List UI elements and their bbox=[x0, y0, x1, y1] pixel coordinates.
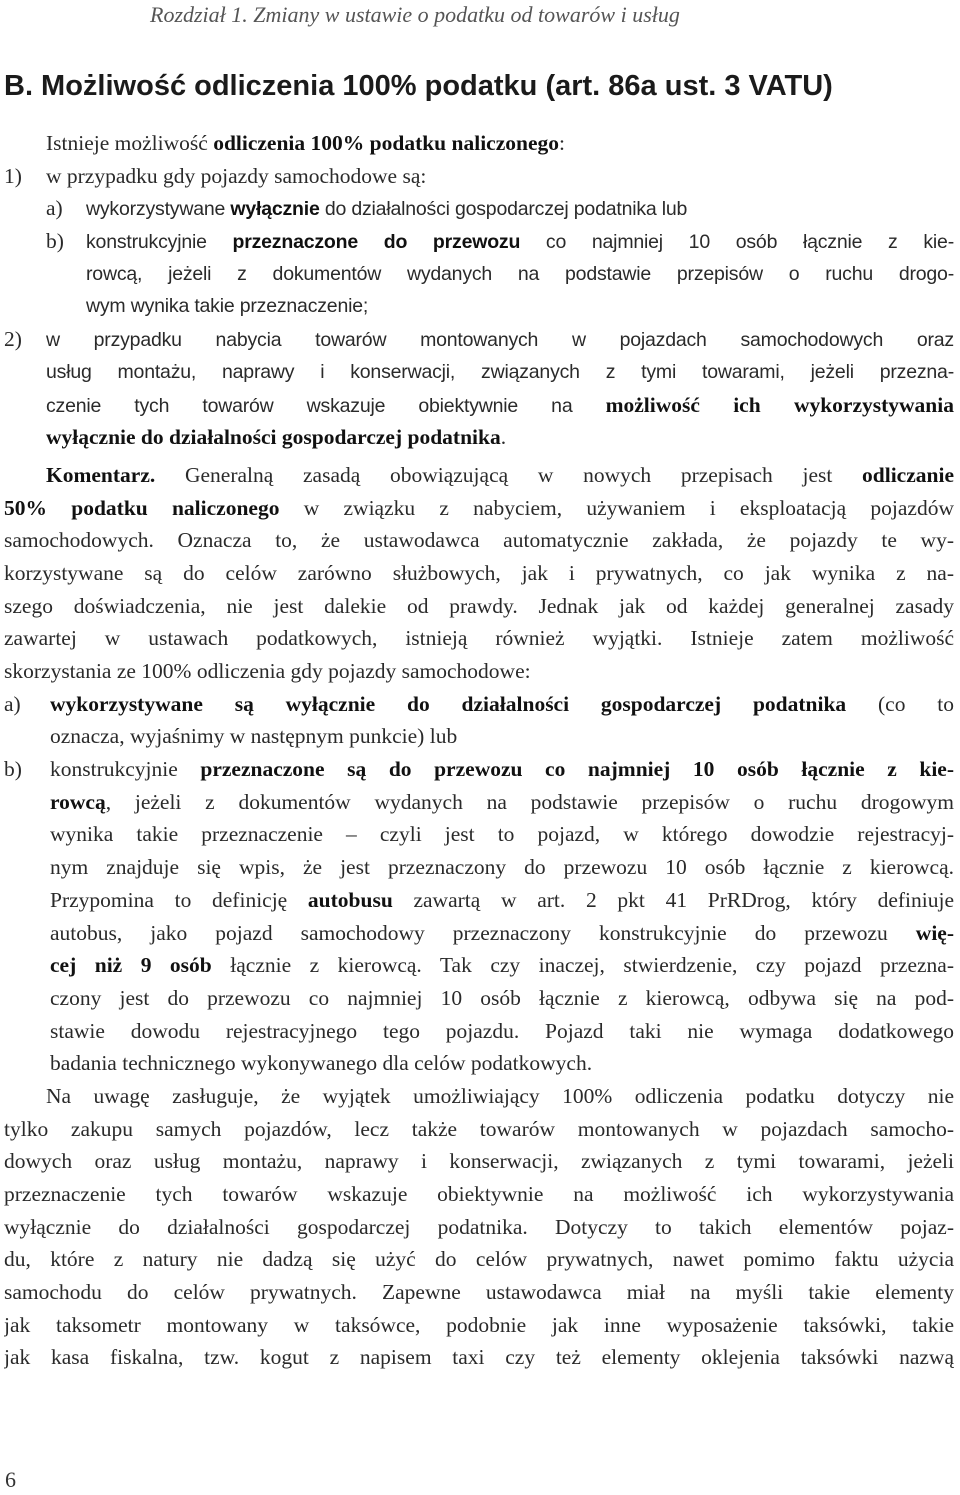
comment-list-item-a-line: oznacza, wyjaśnimy w następnym punkcie) lub bbox=[50, 724, 458, 749]
comment-list-item-b-line: nym znajduje się wpis, że jest przeznaczony do przewozu 10 osób łącznie z kierowcą. bbox=[50, 855, 954, 880]
comment-paragraph-line: zawartej w ustawach podatkowych, istnieją również wyjątki. Istnieje zatem możliwość bbox=[4, 626, 954, 651]
list-subitem-b-line: rowcą, jeżeli z dokumentów wydanych na podstawie przepisów o ruchu drogo- bbox=[86, 262, 954, 285]
list-item-2-line: wyłącznie do działalności gospodarczej podatnika. bbox=[46, 425, 507, 450]
list-item-2-line: usług montażu, naprawy i konserwacji, związanych z tymi towarami, jeżeli przezna- bbox=[46, 360, 954, 383]
paragraph-line: tylko zakupu samych pojazdów, lecz także towarów montowanych w pojazdach samocho- bbox=[4, 1116, 954, 1141]
section-title: B. Możliwość odliczenia 100% podatku (art. 86a ust. 3 VATU) bbox=[4, 70, 833, 102]
comment-list-item-b-line: rowcą, jeżeli z dokumentów wydanych na podstawie przepisów o ruchu drogowym bbox=[50, 789, 954, 814]
comment-paragraph-line: szego doświadczenia, nie jest dalekie od prawdy. Jednak jak od każdej generalnej zasady bbox=[4, 593, 954, 618]
list-intro-line: Istnieje możliwość odliczenia 100% podatku naliczonego: bbox=[46, 131, 565, 155]
list-item-2-line: czenie tych towarów wskazuje obiektywnie na możliwość ich wykorzystywania bbox=[46, 392, 954, 417]
comment-list-item-b-line: czony jest do przewozu co najmniej 10 osób łącznie z kierowcą, odbywa się na pod- bbox=[50, 985, 954, 1010]
comment-list-item-b-line: badania technicznego wykonywanego dla celów podatkowych. bbox=[50, 1051, 593, 1076]
paragraph-line: jak kasa fiskalna, tzw. kogut z napisem taxi czy też elementy oklejenia taksówki nazwą bbox=[4, 1345, 954, 1370]
paragraph-line: dowych oraz usług montażu, naprawy i konserwacji, związanych z tymi towarami, jeżeli bbox=[4, 1149, 954, 1174]
list-item-2: 2) w przypadku nabycia towarów montowanych w pojazdach samochodowych oraz bbox=[4, 327, 954, 352]
comment-paragraph-line: 50% podatku naliczonego w związku z nabyciem, używaniem i eksploatacją pojazdów bbox=[4, 495, 954, 520]
comment-list-item-b-line: stawie dowodu rejestracyjnego tego pojazdu. Pojazd taki nie wymaga dodatkowego bbox=[50, 1018, 954, 1043]
comment-list-item-b-line: autobus, jako pojazd samochodowy przeznaczony konstrukcyjnie do przewozu wię- bbox=[50, 920, 954, 945]
comment-list-item-b-line: wynika takie przeznaczenie – czyli jest to pojazd, w którego dowodzie rejestracyj- bbox=[50, 822, 954, 847]
list-subitem-a: a) wykorzystywane wyłącznie do działalności gospodarczej podatnika lub bbox=[46, 196, 688, 221]
comment-paragraph-line: skorzystania ze 100% odliczenia gdy pojazdy samochodowe: bbox=[4, 659, 531, 683]
comment-list-item-b-line: Przypomina to definicję autobusu zawartą w art. 2 pkt 41 PrRDrog, który definiuje bbox=[50, 887, 954, 912]
paragraph-line: jak taksometr montowany w taksówce, podobnie jak inne wyposażenie taksówki, takie bbox=[4, 1312, 954, 1337]
paragraph-line: wyłącznie do działalności gospodarczej podatnika. Dotyczy to takich elementów pojaz- bbox=[4, 1214, 954, 1239]
paragraph-line: Na uwagę zasługuje, że wyjątek umożliwiający 100% odliczenia podatku dotyczy nie bbox=[46, 1083, 954, 1108]
paragraph-line: przeznaczenie tych towarów wskazuje obiektywnie na możliwość ich wykorzystywania bbox=[4, 1182, 954, 1206]
comment-paragraph-line: samochodowych. Oznacza to, że ustawodawca automatycznie zakłada, że pojazdy te wy- bbox=[4, 528, 954, 553]
running-header: Rozdział 1. Zmiany w ustawie o podatku od towarów i usług bbox=[150, 2, 680, 27]
list-subitem-b: b) konstrukcyjnie przeznaczone do przewozu co najmniej 10 osób łącznie z kie- bbox=[46, 229, 954, 254]
comment-list-item-a: a) wykorzystywane są wyłącznie do działalności gospodarczej podatnika (co to bbox=[4, 691, 954, 716]
comment-paragraph-line: korzystywane są do celów zarówno służbowych, jak i prywatnych, co jak wynika z na- bbox=[4, 560, 954, 585]
comment-list-item-b-line: cej niż 9 osób łącznie z kierowcą. Tak czy inaczej, stwierdzenie, czy pojazd przezna- bbox=[50, 953, 954, 978]
comment-paragraph-line: Komentarz. Generalną zasadą obowiązującą w nowych przepisach jest odliczanie bbox=[46, 462, 954, 487]
list-item-1: 1) w przypadku gdy pojazdy samochodowe są: bbox=[4, 163, 427, 188]
list-subitem-b-line: wym wynika takie przeznaczenie; bbox=[86, 295, 369, 318]
comment-list-item-b: b) konstrukcyjnie przeznaczone są do przewozu co najmniej 10 osób łącznie z kie- bbox=[4, 757, 954, 782]
paragraph-line: samochodu do celów prywatnych. Zapewne ustawodawca miał na myśli takie elementy bbox=[4, 1280, 954, 1305]
body-text bbox=[4, 127, 954, 1374]
page-number: 6 bbox=[5, 1467, 16, 1492]
paragraph-line: du, które z natury nie dadzą się użyć do celów prywatnych, nawet pomimo faktu użycia bbox=[4, 1247, 954, 1272]
comment-label: Komentarz. bbox=[46, 462, 156, 487]
